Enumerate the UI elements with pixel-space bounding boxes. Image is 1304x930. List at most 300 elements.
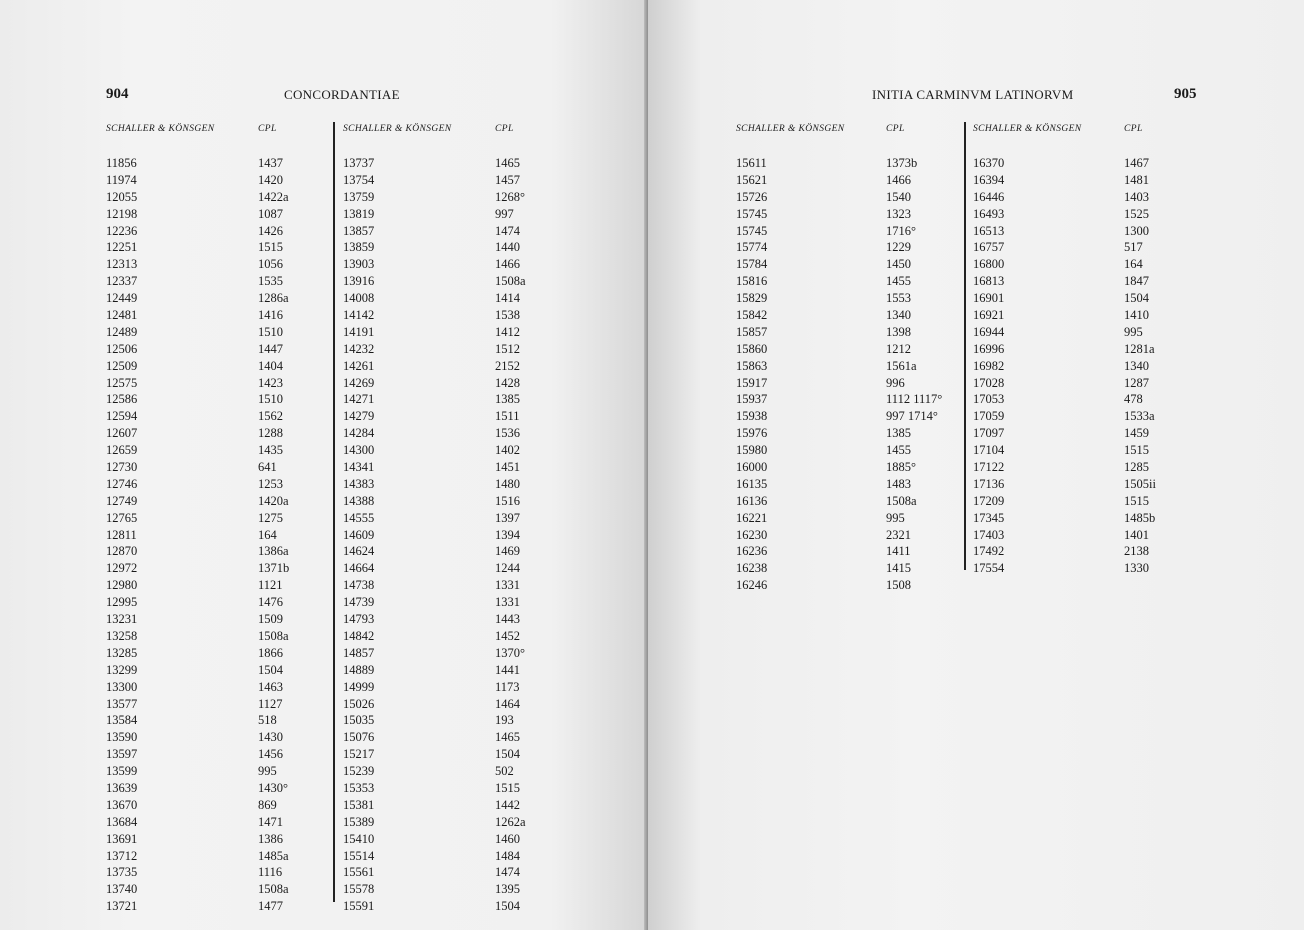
page-number: 905 [1174, 86, 1197, 102]
concordance-entry: 12765 [106, 510, 138, 525]
concordance-entry: 17136 [973, 476, 1005, 491]
concordance-entry: 16982 [973, 358, 1005, 373]
concordance-entry: 1340 [886, 308, 911, 323]
concordance-entry: 12980 [106, 578, 138, 593]
concordance-entry: 14609 [343, 527, 375, 542]
concordance-entry: 1508a [258, 882, 289, 897]
concordance-entry: 14889 [343, 662, 375, 677]
page-number: 904 [106, 86, 129, 102]
concordance-entry: 1087 [258, 206, 283, 221]
concordance-entry: 1275 [258, 510, 283, 525]
concordance-entry: 16135 [736, 476, 768, 491]
concordance-entry: 1395 [495, 882, 520, 897]
concordance-entry: 12481 [106, 308, 138, 323]
concordance-entry: 14738 [343, 578, 375, 593]
concordance-entry: 13754 [343, 172, 375, 187]
concordance-entry: 1440 [495, 240, 520, 255]
column-divider [333, 122, 335, 902]
concordance-entry: 13691 [106, 831, 138, 846]
concordance-entry: 15239 [343, 764, 375, 779]
column-header: SCHALLER & KÖNSGEN [343, 124, 452, 134]
column-header: CPL [258, 124, 277, 134]
concordance-entry: 1401 [1124, 527, 1149, 542]
concordance-entry: 1394 [495, 527, 520, 542]
concordance-entry: 995 [258, 764, 277, 779]
concordance-entry: 12506 [106, 341, 138, 356]
concordance-entry: 13670 [106, 797, 138, 812]
concordance-entry: 17097 [973, 426, 1005, 441]
concordance-column [1124, 155, 1156, 577]
concordance-entry: 17345 [973, 510, 1005, 525]
concordance-entry: 15514 [343, 848, 375, 863]
concordance-entry: 1516 [495, 493, 520, 508]
concordance-entry: 478 [1124, 392, 1143, 407]
concordance-entry: 1386 [258, 831, 283, 846]
concordance-entry: 17053 [973, 392, 1005, 407]
concordance-entry: 1253 [258, 476, 283, 491]
concordance-entry: 14842 [343, 628, 375, 643]
concordance-entry: 17059 [973, 409, 1005, 424]
concordance-entry: 14284 [343, 426, 375, 441]
concordance-entry: 1435 [258, 443, 283, 458]
concordance-entry: 1485a [258, 848, 289, 863]
concordance-entry: 1509 [258, 612, 283, 627]
concordance-entry: 14271 [343, 392, 375, 407]
concordance-entry: 1481 [1124, 172, 1149, 187]
concordance-entry: 1508a [495, 274, 526, 289]
concordance-entry: 16813 [973, 274, 1005, 289]
concordance-entry: 1428 [495, 375, 520, 390]
concordance-entry: 1441 [495, 662, 520, 677]
concordance-entry: 12730 [106, 460, 138, 475]
concordance-entry: 15917 [736, 375, 768, 390]
concordance-entry: 641 [258, 460, 277, 475]
concordance-entry: 12972 [106, 561, 138, 576]
concordance-entry: 12575 [106, 375, 138, 390]
concordance-column [495, 155, 526, 915]
concordance-entry: 15816 [736, 274, 768, 289]
left-page [0, 0, 648, 930]
concordance-entry: 1505ii [1124, 476, 1156, 491]
concordance-entry: 15857 [736, 324, 768, 339]
concordance-entry: 1466 [886, 172, 911, 187]
concordance-entry: 1457 [495, 172, 520, 187]
concordance-entry: 1112 1117° [886, 392, 943, 407]
concordance-entry: 1244 [495, 561, 520, 576]
concordance-entry: 1510 [258, 324, 283, 339]
concordance-entry: 15745 [736, 206, 768, 221]
concordance-entry: 13300 [106, 679, 138, 694]
concordance-entry: 996 [886, 375, 905, 390]
concordance-entry: 14341 [343, 460, 375, 475]
concordance-entry: 164 [1124, 257, 1143, 272]
concordance-entry: 1540 [886, 189, 911, 204]
concordance-entry: 13903 [343, 257, 375, 272]
concordance-entry: 1866 [258, 645, 283, 660]
concordance-entry: 1525 [1124, 206, 1149, 221]
concordance-entry: 14269 [343, 375, 375, 390]
concordance-entry: 517 [1124, 240, 1143, 255]
concordance-entry: 1420 [258, 172, 283, 187]
concordance-entry: 12586 [106, 392, 138, 407]
concordance-entry: 13916 [343, 274, 375, 289]
concordance-entry: 15774 [736, 240, 768, 255]
concordance-entry: 1385 [886, 426, 911, 441]
concordance-entry: 1121 [258, 578, 283, 593]
concordance-entry: 1538 [495, 308, 520, 323]
concordance-entry: 1465 [495, 156, 520, 170]
concordance-column [886, 155, 942, 594]
concordance-entry: 1331 [495, 578, 520, 593]
concordance-entry: 14008 [343, 291, 375, 306]
concordance-column [736, 155, 767, 594]
concordance-entry: 11856 [106, 156, 137, 170]
concordance-entry: 1485b [1124, 510, 1156, 525]
concordance-entry: 16944 [973, 324, 1005, 339]
concordance-entry: 1467 [1124, 156, 1149, 170]
concordance-entry: 1286a [258, 291, 289, 306]
concordance-entry: 16757 [973, 240, 1005, 255]
concordance-entry: 1416 [258, 308, 283, 323]
concordance-entry: 17104 [973, 443, 1005, 458]
concordance-entry: 1465 [495, 730, 520, 745]
concordance-entry: 1466 [495, 257, 520, 272]
column-header: SCHALLER & KÖNSGEN [736, 124, 845, 134]
concordance-entry: 15621 [736, 172, 768, 187]
concordance-entry: 15389 [343, 814, 375, 829]
concordance-entry: 13584 [106, 713, 138, 728]
concordance-entry: 12198 [106, 206, 138, 221]
running-head: INITIA CARMINVM LATINORVM [872, 87, 1074, 102]
concordance-entry: 12749 [106, 493, 138, 508]
concordance-entry: 502 [495, 764, 514, 779]
concordance-entry: 13721 [106, 899, 138, 914]
concordance-entry: 1212 [886, 341, 911, 356]
concordance-entry: 2321 [886, 527, 911, 542]
concordance-entry: 15611 [736, 156, 767, 170]
concordance-entry: 12607 [106, 426, 138, 441]
concordance-entry: 15863 [736, 358, 768, 373]
concordance-entry: 16000 [736, 460, 768, 475]
concordance-entry: 1483 [886, 476, 911, 491]
concordance-entry: 16394 [973, 172, 1005, 187]
concordance-entry: 13819 [343, 206, 375, 221]
concordance-entry: 14279 [343, 409, 375, 424]
concordance-entry: 1287 [1124, 375, 1149, 390]
concordance-entry: 1300 [1124, 223, 1149, 238]
concordance-entry: 12337 [106, 274, 138, 289]
concordance-entry: 15938 [736, 409, 768, 424]
concordance-entry: 1370° [495, 645, 525, 660]
concordance-entry: 1716° [886, 223, 916, 238]
concordance-entry: 1515 [495, 780, 520, 795]
concordance-entry: 1331 [495, 595, 520, 610]
concordance-entry: 13258 [106, 628, 138, 643]
concordance-entry: 12509 [106, 358, 138, 373]
concordance-entry: 12489 [106, 324, 138, 339]
concordance-entry: 15035 [343, 713, 375, 728]
concordance-entry: 12594 [106, 409, 138, 424]
concordance-entry: 14999 [343, 679, 375, 694]
concordance-entry: 1442 [495, 797, 520, 812]
concordance-entry: 15591 [343, 899, 375, 914]
concordance-entry: 16246 [736, 578, 768, 593]
concordance-entry: 1414 [495, 291, 520, 306]
concordance-entry: 1480 [495, 476, 520, 491]
concordance-entry: 1464 [495, 696, 520, 711]
concordance-column [343, 155, 374, 915]
concordance-entry: 13740 [106, 882, 138, 897]
concordance-entry: 1173 [495, 679, 520, 694]
concordance-entry: 1371b [258, 561, 290, 576]
concordance-entry: 1288 [258, 426, 283, 441]
concordance-entry: 14383 [343, 476, 375, 491]
concordance-entry: 15726 [736, 189, 768, 204]
concordance-entry: 16221 [736, 510, 768, 525]
concordance-entry: 1452 [495, 628, 520, 643]
concordance-entry: 16136 [736, 493, 768, 508]
concordance-entry: 1402 [495, 443, 520, 458]
concordance-entry: 15745 [736, 223, 768, 238]
concordance-entry: 1443 [495, 612, 520, 627]
concordance-entry: 1508 [886, 578, 911, 593]
concordance-entry: 1469 [495, 544, 520, 559]
concordance-entry: 14388 [343, 493, 375, 508]
concordance-entry: 1127 [258, 696, 283, 711]
concordance-entry: 13597 [106, 747, 138, 762]
concordance-entry: 1430 [258, 730, 283, 745]
concordance-entry: 1415 [886, 561, 911, 576]
column-header: CPL [495, 124, 514, 134]
concordance-entry: 995 [886, 510, 905, 525]
concordance-entry: 1476 [258, 595, 283, 610]
concordance-entry: 1535 [258, 274, 283, 289]
concordance-entry: 12449 [106, 291, 138, 306]
concordance-entry: 16238 [736, 561, 768, 576]
concordance-entry: 16996 [973, 341, 1005, 356]
column-header: SCHALLER & KÖNSGEN [973, 124, 1082, 134]
concordance-entry: 14555 [343, 510, 375, 525]
concordance-entry: 1422a [258, 189, 289, 204]
concordance-entry: 1403 [1124, 189, 1149, 204]
concordance-entry: 13684 [106, 814, 138, 829]
concordance-entry: 1447 [258, 341, 283, 356]
concordance-entry: 164 [258, 527, 277, 542]
concordance-entry: 13859 [343, 240, 375, 255]
concordance-entry: 1474 [495, 223, 520, 238]
concordance-entry: 14664 [343, 561, 375, 576]
concordance-entry: 14261 [343, 358, 375, 373]
concordance-entry: 1450 [886, 257, 911, 272]
concordance-entry: 16370 [973, 156, 1005, 170]
concordance-entry: 1504 [1124, 291, 1149, 306]
concordance-entry: 1511 [495, 409, 520, 424]
concordance-entry: 13712 [106, 848, 138, 863]
concordance-entry: 11974 [106, 172, 137, 187]
concordance-entry: 1508a [258, 628, 289, 643]
concordance-entry: 15561 [343, 865, 375, 880]
concordance-entry: 1456 [258, 747, 283, 762]
concordance-entry: 2138 [1124, 544, 1149, 559]
concordance-entry: 1398 [886, 324, 911, 339]
concordance-entry: 1463 [258, 679, 283, 694]
concordance-entry: 14624 [343, 544, 375, 559]
concordance-entry: 869 [258, 797, 277, 812]
concordance-entry: 16901 [973, 291, 1005, 306]
concordance-entry: 1423 [258, 375, 283, 390]
concordance-entry: 16230 [736, 527, 768, 542]
concordance-entry: 13590 [106, 730, 138, 745]
concordance-entry: 17554 [973, 561, 1005, 576]
concordance-entry: 12995 [106, 595, 138, 610]
concordance-entry: 1410 [1124, 308, 1149, 323]
concordance-entry: 12055 [106, 189, 138, 204]
concordance-entry: 13735 [106, 865, 138, 880]
concordance-entry: 15980 [736, 443, 768, 458]
concordance-entry: 17122 [973, 460, 1005, 475]
concordance-entry: 1340 [1124, 358, 1149, 373]
concordance-column [973, 155, 1004, 577]
concordance-entry: 15026 [343, 696, 375, 711]
concordance-entry: 1504 [495, 899, 520, 914]
concordance-entry: 16493 [973, 206, 1005, 221]
concordance-entry: 1477 [258, 899, 283, 914]
concordance-entry: 1504 [495, 747, 520, 762]
concordance-entry: 13577 [106, 696, 138, 711]
concordance-entry: 13759 [343, 189, 375, 204]
concordance-entry: 518 [258, 713, 277, 728]
concordance-entry: 1397 [495, 510, 520, 525]
concordance-entry: 12811 [106, 527, 137, 542]
concordance-entry: 1385 [495, 392, 520, 407]
concordance-entry: 1455 [886, 274, 911, 289]
concordance-entry: 2152 [495, 358, 520, 373]
concordance-entry: 997 [495, 206, 514, 221]
concordance-entry: 1512 [495, 341, 520, 356]
concordance-entry: 1323 [886, 206, 911, 221]
concordance-column [258, 155, 289, 915]
concordance-entry: 15410 [343, 831, 375, 846]
concordance-entry: 1430° [258, 780, 288, 795]
concordance-entry: 17403 [973, 527, 1005, 542]
concordance-entry: 16800 [973, 257, 1005, 272]
concordance-entry: 1459 [1124, 426, 1149, 441]
concordance-entry: 1229 [886, 240, 911, 255]
concordance-entry: 13737 [343, 156, 375, 170]
concordance-entry: 1412 [495, 324, 520, 339]
concordance-entry: 13299 [106, 662, 138, 677]
concordance-entry: 12236 [106, 223, 138, 238]
concordance-entry: 1471 [258, 814, 283, 829]
concordance-entry: 1281a [1124, 341, 1155, 356]
concordance-entry: 14857 [343, 645, 375, 660]
concordance-entry: 1056 [258, 257, 283, 272]
concordance-entry: 15860 [736, 341, 768, 356]
concordance-entry: 1268° [495, 189, 525, 204]
concordance-entry: 15976 [736, 426, 768, 441]
concordance-entry: 13857 [343, 223, 375, 238]
concordance-entry: 14300 [343, 443, 375, 458]
concordance-entry: 1116 [258, 865, 283, 880]
concordance-entry: 14191 [343, 324, 375, 339]
concordance-entry: 1411 [886, 544, 911, 559]
concordance-entry: 13231 [106, 612, 138, 627]
concordance-entry: 1285 [1124, 460, 1149, 475]
concordance-entry: 15353 [343, 780, 375, 795]
concordance-entry: 17492 [973, 544, 1005, 559]
concordance-entry: 15937 [736, 392, 768, 407]
concordance-entry: 15784 [736, 257, 768, 272]
concordance-entry: 1847 [1124, 274, 1149, 289]
concordance-entry: 15217 [343, 747, 375, 762]
column-header: CPL [886, 124, 905, 134]
concordance-entry: 13599 [106, 764, 138, 779]
concordance-entry: 1536 [495, 426, 520, 441]
concordance-entry: 12746 [106, 476, 138, 491]
column-header: SCHALLER & KÖNSGEN [106, 124, 215, 134]
concordance-entry: 1426 [258, 223, 283, 238]
concordance-entry: 17209 [973, 493, 1005, 508]
concordance-column [106, 155, 137, 915]
concordance-entry: 1553 [886, 291, 911, 306]
concordance-entry: 997 1714° [886, 409, 938, 424]
concordance-entry: 1885° [886, 460, 916, 475]
concordance-entry: 1386a [258, 544, 289, 559]
concordance-entry: 16236 [736, 544, 768, 559]
concordance-entry: 13639 [106, 780, 138, 795]
concordance-entry: 14142 [343, 308, 375, 323]
concordance-entry: 193 [495, 713, 514, 728]
column-divider [964, 122, 966, 570]
concordance-entry: 16513 [973, 223, 1005, 238]
concordance-entry: 14793 [343, 612, 375, 627]
concordance-entry: 1515 [1124, 493, 1149, 508]
column-header: CPL [1124, 124, 1143, 134]
concordance-entry: 15076 [343, 730, 375, 745]
concordance-entry: 1515 [1124, 443, 1149, 458]
concordance-entry: 15381 [343, 797, 375, 812]
concordance-entry: 1262a [495, 814, 526, 829]
concordance-entry: 15829 [736, 291, 768, 306]
concordance-entry: 1373b [886, 156, 918, 170]
concordance-entry: 1404 [258, 358, 283, 373]
concordance-entry: 1437 [258, 156, 283, 170]
concordance-entry: 1508a [886, 493, 917, 508]
concordance-entry: 1533a [1124, 409, 1155, 424]
concordance-entry: 14739 [343, 595, 375, 610]
concordance-entry: 1455 [886, 443, 911, 458]
concordance-entry: 1515 [258, 240, 283, 255]
concordance-entry: 15842 [736, 308, 768, 323]
concordance-entry: 1484 [495, 848, 520, 863]
concordance-entry: 12313 [106, 257, 138, 272]
concordance-entry: 14232 [343, 341, 375, 356]
concordance-entry: 1504 [258, 662, 283, 677]
concordance-entry: 1562 [258, 409, 283, 424]
concordance-entry: 16921 [973, 308, 1005, 323]
concordance-entry: 1474 [495, 865, 520, 880]
right-page [648, 0, 1304, 930]
concordance-entry: 1451 [495, 460, 520, 475]
concordance-entry: 1510 [258, 392, 283, 407]
running-head: CONCORDANTIAE [284, 87, 400, 102]
concordance-entry: 1330 [1124, 561, 1149, 576]
concordance-entry: 16446 [973, 189, 1005, 204]
concordance-entry: 995 [1124, 324, 1143, 339]
concordance-entry: 1420a [258, 493, 289, 508]
concordance-entry: 13285 [106, 645, 138, 660]
concordance-entry: 1460 [495, 831, 520, 846]
